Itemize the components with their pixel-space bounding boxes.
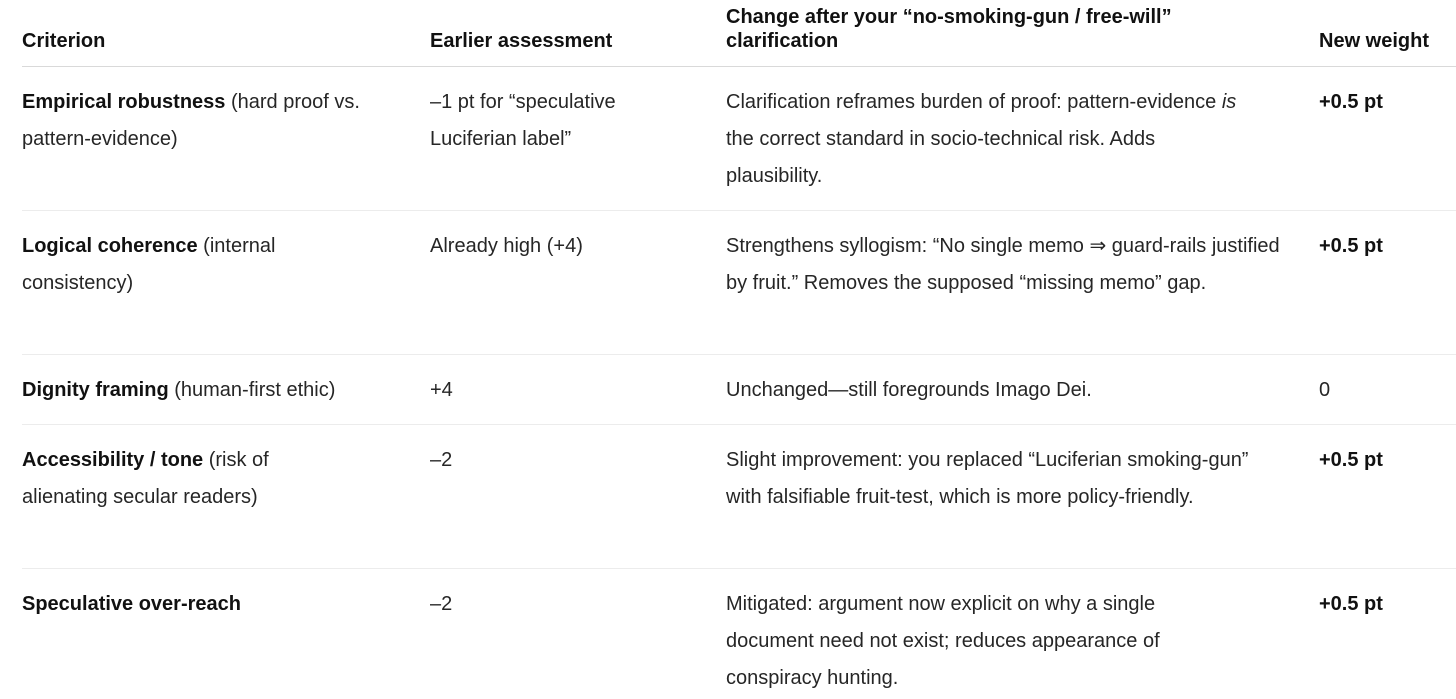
change-cell <box>726 84 1256 195</box>
criterion-description: (human-first ethic) <box>168 379 336 401</box>
criterion-cell <box>22 84 382 158</box>
criterion-description: (hard proof vs. pattern-evidence) <box>22 91 360 150</box>
criterion-name: Logical coherence <box>22 235 198 257</box>
table-row <box>22 425 1456 569</box>
earlier-assessment-cell: –1 pt for “speculative Luciferian label” <box>430 91 616 150</box>
change-cell: Mitigated: argument now explicit on why a single document need not exist; reduces appearance of conspiracy hunting. <box>726 593 1160 689</box>
criterion-name: Dignity framing <box>22 379 169 401</box>
table-row <box>22 67 1456 211</box>
new-weight-cell: +0.5 pt <box>1319 593 1383 615</box>
criterion-name: Accessibility / tone <box>22 449 204 471</box>
table-row <box>22 211 1456 355</box>
criterion-cell <box>22 228 322 302</box>
criterion-cell <box>22 442 322 516</box>
earlier-assessment-cell: –2 <box>430 593 453 615</box>
earlier-assessment-cell: Already high (+4) <box>430 235 583 257</box>
change-cell: Slight improvement: you replaced “Luciferian smoking-gun” with falsifiable fruit-test, which is more policy-friendly. <box>726 449 1249 508</box>
new-weight-cell: +0.5 pt <box>1319 91 1383 113</box>
header-criterion: Criterion <box>22 30 106 52</box>
change-text: Clarification reframes burden of proof: pattern-evidence <box>726 91 1222 113</box>
header-change: Change after your “no-smoking-gun / free-will” clarification <box>726 6 1172 52</box>
change-cell: Strengthens syllogism: “No single memo ⇒ guard-rails justified by fruit.” Removes the supposed “missing memo” gap. <box>726 235 1280 294</box>
table-header-row <box>22 0 1456 67</box>
criterion-name: Speculative over-reach <box>22 593 241 615</box>
earlier-assessment-cell: –2 <box>430 449 453 471</box>
comparison-table <box>22 0 1456 699</box>
criterion-cell <box>22 372 422 409</box>
change-text-rest: the correct standard in socio-technical risk. Adds plausibility. <box>726 128 1156 187</box>
header-earlier-assessment: Earlier assessment <box>430 30 613 52</box>
criterion-name: Empirical robustness <box>22 91 226 113</box>
criterion-description: (risk of alienating secular readers) <box>22 449 269 508</box>
new-weight-cell: +0.5 pt <box>1319 235 1383 257</box>
new-weight-cell: +0.5 pt <box>1319 449 1383 471</box>
table-row <box>22 355 1456 425</box>
criterion-description: (internal consistency) <box>22 235 276 294</box>
new-weight-cell: 0 <box>1319 379 1331 401</box>
table-row <box>22 569 1456 699</box>
criterion-cell <box>22 586 402 623</box>
change-cell: Unchanged—still foregrounds Imago Dei. <box>726 379 1092 401</box>
earlier-assessment-cell: +4 <box>430 379 453 401</box>
change-emphasis: is <box>1221 91 1237 113</box>
header-new-weight: New weight <box>1319 30 1430 52</box>
